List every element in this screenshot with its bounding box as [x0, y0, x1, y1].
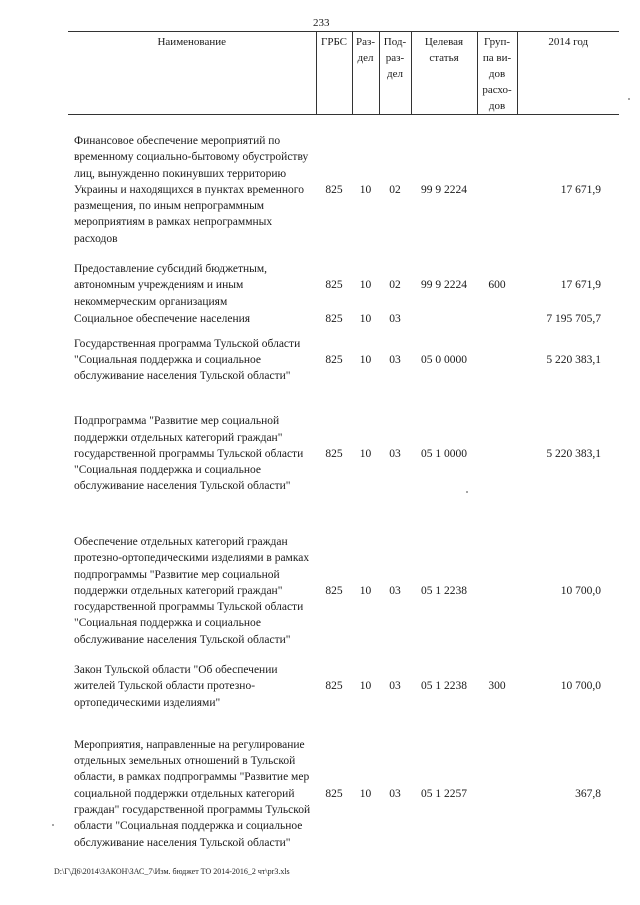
header-year: 2014 год — [517, 32, 619, 115]
row-amount: 5 220 383,1 — [546, 447, 601, 460]
row-name: Социальное обеспечение населения — [74, 312, 251, 325]
row-name: Государственная программа Тульской области "Социальная поддержка и социальное обслуживание населения Тульской области" — [74, 337, 301, 383]
row-amount: 17 671,9 — [560, 183, 601, 196]
row-podrazdel: 03 — [389, 787, 401, 800]
row-celevaya: 05 1 2238 — [421, 680, 467, 693]
row-razdel: 10 — [359, 353, 372, 366]
row-amount: 10 700,0 — [560, 680, 601, 693]
row-grbs: 825 — [325, 447, 343, 460]
row-razdel: 10 — [359, 787, 372, 800]
table-row — [68, 261, 619, 310]
row-grbs: 825 — [325, 353, 343, 366]
row-gruppa — [477, 328, 517, 392]
row-grbs: 825 — [325, 680, 343, 693]
row-celevaya: 05 1 0000 — [421, 447, 467, 460]
header-gruppa: Груп- па ви- дов расхо- дов — [477, 32, 517, 115]
row-grbs: 825 — [325, 312, 343, 325]
row-celevaya: 99 9 2224 — [421, 279, 467, 292]
row-gruppa: 600 — [488, 279, 506, 292]
row-grbs: 825 — [325, 787, 343, 800]
row-amount: 17 671,9 — [560, 279, 601, 292]
row-podrazdel: 03 — [389, 584, 401, 597]
row-gruppa — [477, 526, 517, 656]
scan-speck — [628, 98, 630, 100]
row-grbs: 825 — [325, 584, 343, 597]
row-gruppa: 300 — [488, 680, 506, 693]
scan-speck — [52, 824, 54, 826]
row-amount: 7 195 705,7 — [546, 312, 601, 325]
row-name: Обеспечение отдельных категорий граждан протезно-ортопедическими изделиями в рамках подпрограммы "Развитие мер социальной поддержки отдельных категорий граждан" государственной программы Тульской области "Социальная поддержка и социальное обслуживание населения Тульской области" — [74, 535, 310, 646]
row-razdel: 10 — [359, 183, 372, 196]
row-gruppa — [477, 133, 517, 247]
row-amount: 5 220 383,1 — [546, 353, 601, 366]
table-row — [68, 406, 619, 502]
row-razdel: 10 — [359, 584, 372, 597]
row-amount: 10 700,0 — [560, 584, 601, 597]
row-name: Мероприятия, направленные на регулирование отдельных земельных отношений в Тульской области, в рамках подпрограммы "Развитие мер социальной поддержки отдельных категорий граждан" государственной программы Тульской области "Социальная поддержка и социальное обслуживание населения Тульской области" — [74, 738, 311, 849]
row-grbs: 825 — [325, 183, 343, 196]
budget-table — [68, 31, 619, 867]
row-name: Предоставление субсидий бюджетным, автономным учреждениям и иным некоммерческим организациям — [74, 263, 268, 308]
file-path-footer: D:\Г\Д6\2014\ЗАКОН\ЗАС_7\Изм. бюджет ТО 2014-2016_2 чт\pr3.xls — [54, 867, 290, 876]
row-podrazdel: 03 — [389, 447, 401, 460]
row-name: Закон Тульской области "Об обеспечении жителей Тульской области протезно-ортопедическими изделиями" — [74, 663, 278, 709]
header-name: Наименование — [68, 32, 316, 115]
table-row — [68, 662, 619, 711]
table-header-row — [68, 32, 619, 115]
row-razdel: 10 — [359, 279, 372, 292]
page-number: 233 — [313, 17, 330, 29]
scan-speck — [466, 491, 468, 493]
table-row — [68, 721, 619, 867]
row-celevaya: 99 9 2224 — [421, 183, 467, 196]
row-razdel: 10 — [359, 312, 372, 325]
row-gruppa — [477, 310, 517, 328]
row-grbs: 825 — [325, 279, 343, 292]
header-razdel: Раз- дел — [352, 32, 379, 115]
row-name: Финансовое обеспечение мероприятий по временному социально-бытовому обустройству лиц, вынужденно покинувших территорию Украины и находящихся в пунктах временного размещения, по иным непрограммным мероприятиям в рамках непрограммных расходов — [74, 135, 309, 245]
table-row — [68, 328, 619, 392]
row-celevaya: 05 0 0000 — [421, 353, 467, 366]
row-podrazdel: 02 — [389, 279, 401, 292]
row-celevaya — [411, 310, 477, 328]
header-celevaya: Целевая статья — [411, 32, 477, 115]
header-grbs: ГРБС — [316, 32, 352, 115]
table-row — [68, 526, 619, 656]
row-razdel: 10 — [359, 680, 372, 693]
row-celevaya: 05 1 2238 — [421, 584, 467, 597]
row-podrazdel: 02 — [389, 183, 401, 196]
row-podrazdel: 03 — [389, 353, 401, 366]
row-amount: 367,8 — [575, 787, 601, 800]
row-podrazdel: 03 — [389, 312, 401, 325]
row-podrazdel: 03 — [389, 680, 401, 693]
row-gruppa — [477, 721, 517, 867]
row-celevaya: 05 1 2257 — [421, 787, 467, 800]
row-gruppa — [477, 406, 517, 502]
table-row — [68, 310, 619, 328]
header-podrazdel: Под- раз- дел — [379, 32, 411, 115]
row-razdel: 10 — [359, 447, 372, 460]
table-row — [68, 133, 619, 247]
row-name: Подпрограмма "Развитие мер социальной поддержки отдельных категорий граждан" государственной программы Тульской области "Социальная поддержка и социальное обслуживание населения Тульской области" — [74, 415, 304, 493]
